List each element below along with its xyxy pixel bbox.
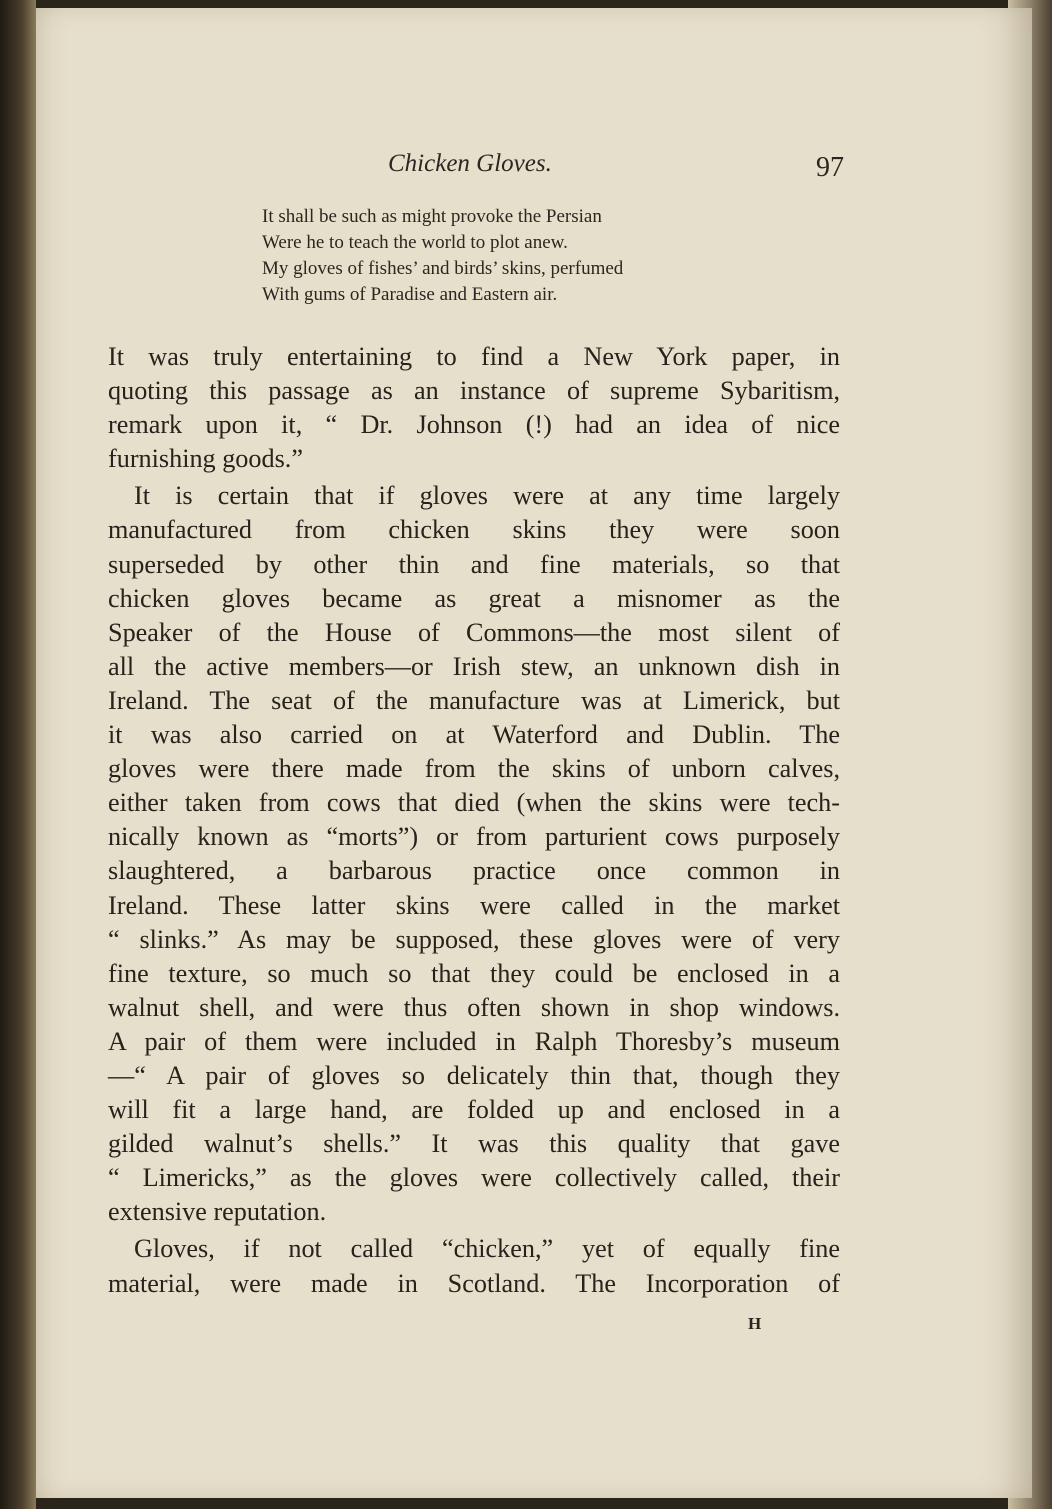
page-header — [36, 146, 1032, 186]
paragraph — [108, 1232, 840, 1300]
verse-quotation — [262, 204, 782, 308]
text-line: nically known as “morts”) or from parturient cows purposely — [108, 822, 840, 852]
running-head: Chicken Gloves. — [388, 150, 552, 177]
text-line: extensive reputation. — [108, 1197, 327, 1227]
text-line: material, were made in Scotland. The Incorporation of — [108, 1268, 840, 1298]
paragraph — [108, 340, 840, 476]
text-line: superseded by other thin and fine materials, so that — [108, 549, 840, 579]
text-line: gloves were there made from the skins of unborn calves, — [108, 754, 840, 784]
signature-mark: H — [748, 1314, 762, 1333]
paragraph — [108, 479, 840, 1229]
body-text — [108, 340, 840, 1301]
text-line: walnut shell, and were thus often shown in shop windows. — [108, 992, 840, 1022]
text-line: furnishing goods.” — [108, 444, 303, 474]
text-line: fine texture, so much so that they could be enclosed in a — [108, 958, 840, 988]
text-line: —“ A pair of gloves so delicately thin that, though they — [108, 1060, 840, 1090]
text-line: manufactured from chicken skins they were soon — [108, 515, 840, 545]
verse-line: Were he to teach the world to plot anew. — [262, 232, 568, 253]
text-line: Speaker of the House of Commons—the most silent of — [108, 617, 840, 647]
text-line: slaughtered, a barbarous practice once common in — [108, 856, 840, 886]
text-line: chicken gloves became as great a misnomer as the — [108, 583, 840, 613]
text-line: Ireland. The seat of the manufacture was at Limerick, but — [108, 685, 840, 715]
text-line: “ slinks.” As may be supposed, these gloves were of very — [108, 924, 840, 954]
book-page — [36, 8, 1032, 1498]
text-line: It was truly entertaining to find a New York paper, in — [108, 342, 840, 371]
page-number: 97 — [816, 152, 844, 183]
text-line: all the active members—or Irish stew, an unknown dish in — [108, 651, 840, 681]
text-line: quoting this passage as an instance of supreme Sybaritism, — [108, 376, 840, 406]
verse-line: My gloves of fishes’ and birds’ skins, perfumed — [262, 258, 624, 279]
text-line: It is certain that if gloves were at any time largely — [134, 481, 840, 511]
text-line: gilded walnut’s shells.” It was this quality that gave — [108, 1129, 840, 1159]
text-line: Gloves, if not called “chicken,” yet of equally fine — [134, 1234, 840, 1264]
verse-line: It shall be such as might provoke the Persian — [262, 206, 602, 227]
verse-line: With gums of Paradise and Eastern air. — [262, 284, 558, 305]
text-line: either taken from cows that died (when the skins were tech- — [108, 788, 840, 818]
text-line: it was also carried on at Waterford and Dublin. The — [108, 720, 840, 750]
text-line: remark upon it, “ Dr. Johnson (!) had an idea of nice — [108, 410, 840, 440]
text-line: Ireland. These latter skins were called in the market — [108, 890, 840, 920]
text-line: will fit a large hand, are folded up and enclosed in a — [108, 1095, 840, 1125]
text-line: “ Limericks,” as the gloves were collectively called, their — [108, 1163, 840, 1193]
book-gutter-left — [0, 0, 36, 1509]
text-line: A pair of them were included in Ralph Thoresby’s museum — [108, 1026, 840, 1056]
